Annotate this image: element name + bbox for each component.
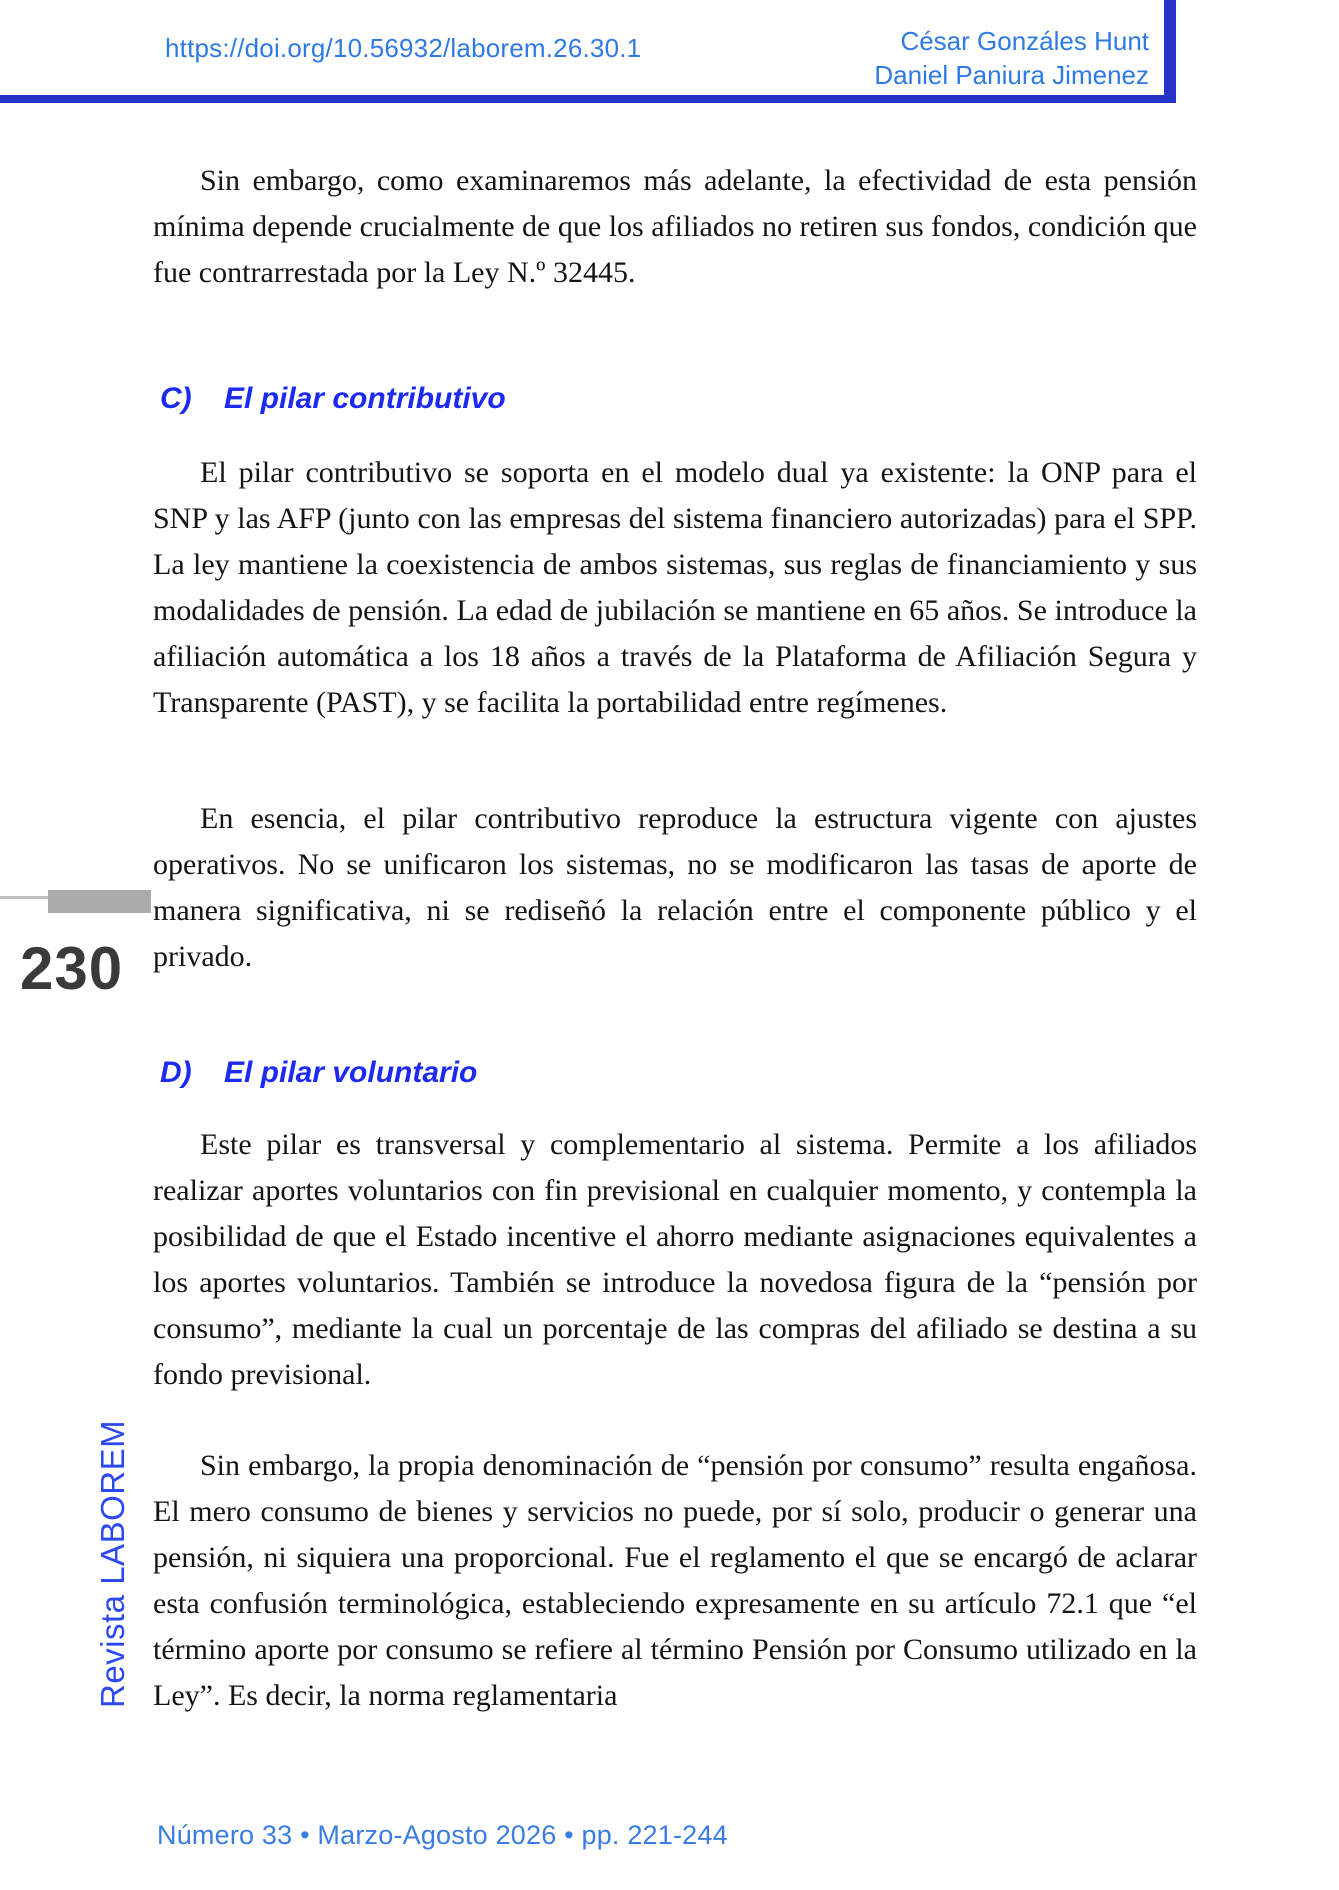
author-name: Daniel Paniura Jimenez <box>874 60 1149 90</box>
paragraph: En esencia, el pilar contributivo reproduce la estructura vigente con ajustes operativos. No se unificaron los sistemas, no se modificaron las tasas de aporte de manera significativa, ni se rediseñó la relación entre el componente público y el privado. <box>153 802 1197 973</box>
doi-link[interactable]: https://doi.org/10.56932/laborem.26.30.1 <box>165 33 642 63</box>
paragraph-intro: Sin embargo, como examinaremos más adelante, la efectividad de esta pensión mínima depende crucialmente de que los afiliados no retiren sus fondos, condición que fue contrarrestada por la Ley N.º 32445. <box>153 164 1197 289</box>
section-label: C) <box>160 382 192 415</box>
paragraph: El pilar contributivo se soporta en el modelo dual ya existente: la ONP para el SNP y las AFP (junto con las empresas del sistema financiero autorizadas) para el SPP. La ley mantiene la coexistencia de ambos sistemas, sus reglas de financiamiento y sus modalidades de pensión. La edad de jubilación se mantiene en 65 años. Se introduce la afiliación automática a los 18 años a través de la Plataforma de Afiliación Segura y Transparente (PAST), y se facilita la portabilidad entre regímenes. <box>153 456 1197 719</box>
page-number-bar-thin <box>0 896 52 899</box>
page-number: 230 <box>20 935 124 1002</box>
paragraph: Sin embargo, la propia denominación de “pensión por consumo” resulta engañosa. El mero consumo de bienes y servicios no puede, por sí solo, producir o generar una pensión, ni siquiera una proporcional. Fue el reglamento el que se encargó de aclarar esta confusión terminológica, estableciendo expresamente en su artículo 72.1 que “el término aporte por consumo se refiere al término Pensión por Consumo utilizado en la Ley”. Es decir, la norma reglamentaria <box>153 1449 1197 1712</box>
section-heading-d <box>153 1052 1197 1094</box>
section-title: El pilar voluntario <box>224 1056 478 1089</box>
article-body <box>153 0 1197 1719</box>
section-heading-c <box>153 378 1197 420</box>
section-label: D) <box>160 1056 192 1089</box>
journal-name-vertical: Revista LABOREM <box>94 1419 131 1708</box>
footer-citation: Número 33 • Marzo-Agosto 2026 • pp. 221-244 <box>157 1820 728 1850</box>
section-title: El pilar contributivo <box>224 382 506 415</box>
author-name: César Gonzáles Hunt <box>900 26 1149 56</box>
paragraph: Este pilar es transversal y complementario al sistema. Permite a los afiliados realizar aportes voluntarios con fin previsional en cualquier momento, y contempla la posibilidad de que el Estado incentive el ahorro mediante asignaciones equivalentes a los aportes voluntarios. También se introduce la novedosa figura de la “pensión por consumo”, mediante la cual un porcentaje de las compras del afiliado se destina a su fondo previsional. <box>153 1128 1197 1391</box>
page-number-bar <box>48 890 151 913</box>
